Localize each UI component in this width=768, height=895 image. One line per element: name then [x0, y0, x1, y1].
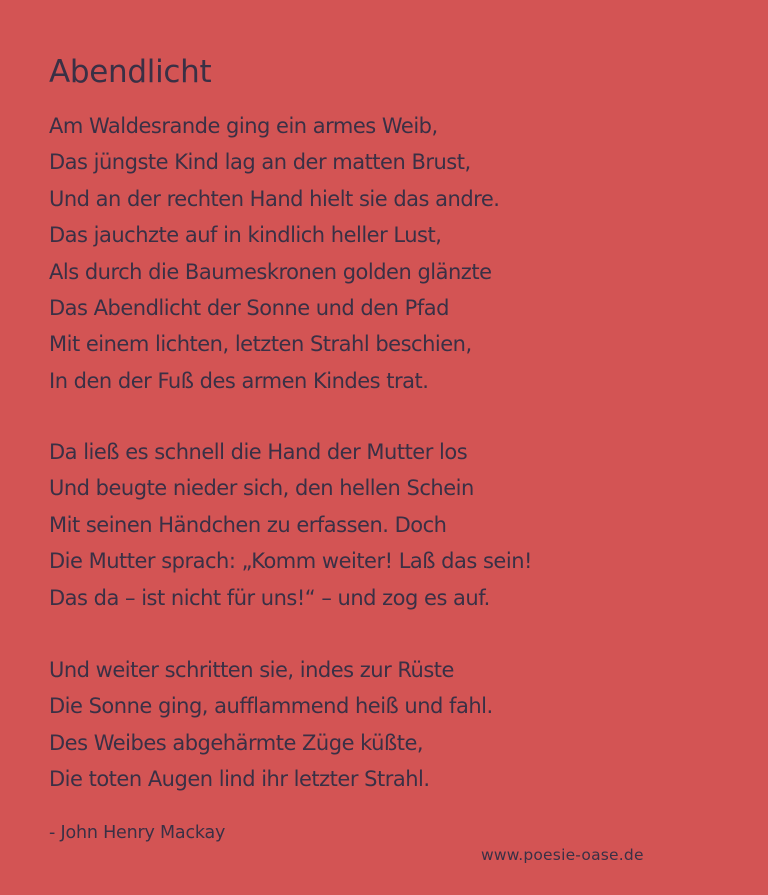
poem-line: Das Abendlicht der Sonne und den Pfad [49, 296, 449, 321]
poem-line: Die Mutter sprach: „Komm weiter! Laß das sein! [49, 549, 532, 574]
poem-line: Am Waldesrande ging ein armes Weib, [49, 114, 438, 138]
poem-line: Mit seinen Händchen zu erfassen. Doch [49, 512, 447, 537]
poem-line: Die Sonne ging, aufflammend heiß und fahl. [49, 694, 493, 719]
poem-line: In den der Fuß des armen Kindes trat. [49, 368, 429, 393]
poem-line: Die toten Augen lind ihr letzter Strahl. [49, 767, 430, 792]
poem-line: Und beugte nieder sich, den hellen Schein [49, 476, 474, 501]
poem-line: Das jüngste Kind lag an der matten Brust, [49, 150, 471, 175]
stanza-2 [49, 434, 532, 616]
poem-line: Mit einem lichten, letzten Strahl beschien, [49, 332, 472, 357]
poem-line: Als durch die Baumeskronen golden glänzte [49, 259, 492, 284]
stanza-3 [49, 652, 493, 798]
poem-title: Abendlicht [49, 54, 212, 90]
stanza-1 [49, 108, 499, 399]
poem-line: Da ließ es schnell die Hand der Mutter los [49, 440, 468, 464]
poem-author: - John Henry Mackay [49, 823, 226, 843]
poem-line: Das jauchzte auf in kindlich heller Lust, [49, 223, 442, 248]
website-watermark: www.poesie-oase.de [481, 846, 644, 864]
poem-line: Und an der rechten Hand hielt sie das andre. [49, 186, 500, 211]
poem-line: Das da – ist nicht für uns!“ – und zog es auf. [49, 585, 490, 610]
poem-line: Und weiter schritten sie, indes zur Rüste [49, 658, 454, 682]
poem-line: Des Weibes abgehärmte Züge küßte, [49, 730, 424, 755]
